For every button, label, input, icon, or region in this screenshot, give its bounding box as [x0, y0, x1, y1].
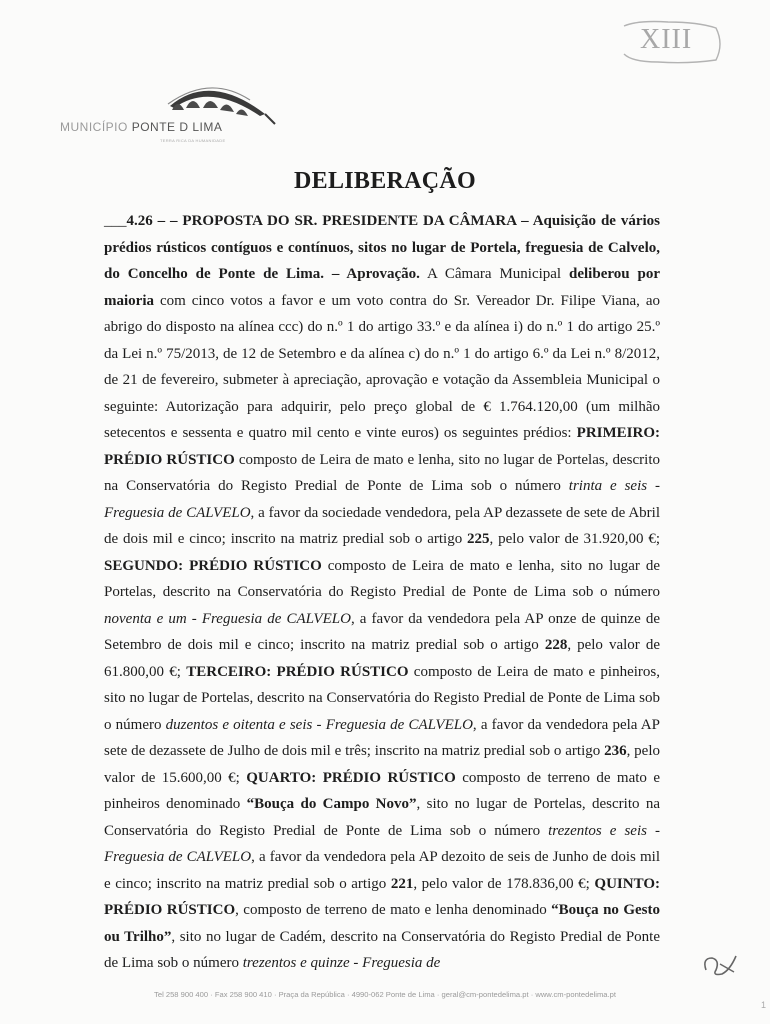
text-run-italic: trezentos e quinze - Freguesia de	[242, 955, 441, 971]
text-run: , pelo valor de 15.600,00 €;	[104, 743, 661, 786]
text-run-italic: noventa e um - Freguesia de CALVELO	[104, 610, 351, 627]
text-run: , pelo valor de 178.836,00 €;	[413, 875, 595, 892]
text-run-bold: deliberou por maioria	[104, 266, 660, 309]
text-run: , a favor da vendedora pela AP dezoito de seis de Junho de dois mil e cinco; inscrito na matriz predial sob o artigo	[104, 849, 660, 892]
page-number: 1	[761, 1000, 767, 1010]
property-heading-1: PRIMEIRO: PRÉDIO RÚSTICO	[104, 425, 660, 468]
text-run: , sito no lugar de Cadém, descrito na Conservatória do Registo Predial de Ponte de Lima sob o número	[104, 928, 660, 971]
deliberation-text	[104, 208, 660, 977]
text-run-bold: 225	[467, 531, 490, 547]
text-run: , composto de terreno de mato e lenha denominado	[235, 902, 552, 918]
text-run-bold: 228	[544, 637, 568, 653]
proposal-heading: 4.26 – – PROPOSTA DO SR. PRESIDENTE DA CÂMARA – Aquisição de vários prédios rústicos contíguos e contínuos, sitos no lugar de Portela, freguesia de Calvelo, do Concelho de Ponte de Lima. – Aprovação.	[104, 213, 660, 282]
text-run: , sito no lugar de Portelas, descrito na Conservatória do Registo Predial de Ponte de Lima sob o número	[104, 796, 660, 839]
page-footer: Tel 258 900 400 · Fax 258 900 410 · Praça da República · 4990-062 Ponte de Lima · geral@cm-pontedelima.pt · www.cm-pontedelima.pt	[154, 990, 616, 999]
text-run: , pelo valor de 61.800,00 €;	[104, 637, 660, 680]
municipality-logo-icon	[60, 70, 290, 160]
logo-brand: PONTE D LIMA	[131, 120, 223, 134]
text-run: composto de Leira de mato e pinheiros, sito no lugar de Portelas, descrito na Conservatória do Registo Predial de Ponte de Lima sob o número	[104, 663, 660, 733]
text-run: composto de Leira de mato e lenha, sito no lugar de Portelas, descrito na Conservatória do Registo Predial de Ponte de Lima sob o número	[104, 557, 660, 600]
property-heading-3: TERCEIRO: PRÉDIO RÚSTICO	[186, 663, 409, 680]
text-run-italic: trinta e seis - Freguesia de CALVELO	[104, 478, 660, 521]
blank-lead: ___	[104, 213, 127, 229]
text-run-bold: 236	[604, 743, 627, 759]
logo-prefix: MUNICÍPIO	[60, 120, 128, 134]
text-run-italic: duzentos e oitenta e seis - Freguesia de CALVELO	[165, 716, 473, 733]
text-run: , a favor da vendedora pela AP sete de dezassete de Julho de dois mil e três; inscrito na matriz predial sob o artigo	[104, 716, 660, 759]
property-heading-4: QUARTO: PRÉDIO RÚSTICO	[246, 769, 456, 786]
text-run: , a favor da vendedora pela AP onze de quinze de Setembro de dois mil e cinco; inscrito na matriz predial sob o artigo	[104, 610, 660, 653]
text-run-italic: trezentos e seis - Freguesia de CALVELO	[104, 822, 660, 865]
document-title: DELIBERAÇÃO	[294, 168, 476, 194]
text-run: composto de Leira de mato e lenha, sito no lugar de Portelas, descrito na Conservatória do Registo Predial de Ponte de Lima sob o número	[104, 451, 660, 494]
text-run: com cinco votos a favor e um voto contra do Sr. Vereador Dr. Filipe Viana, ao abrigo do disposto na alínea ccc) do n.º 1 do artigo 33.º e da alínea i) do n.º 1 do artigo 25.º da Lei n.º 75/2013, de 12 de Setembro e da alínea c) do n.º 1 do artigo 6.º da Lei n.º 8/2012, de 21 de fevereiro, submeter à apreciação, aprovação e votação da Assembleia Municipal o seguinte: Autorização para adquirir, pelo preço global de € 1.764.120,00 (um milhão setecentos e sessenta e quatro mil cento e vinte euros) os seguintes prédios:	[104, 292, 660, 441]
handwritten-initials-icon	[700, 948, 740, 980]
text-run-bold: “Bouça do Campo Novo”	[246, 796, 417, 812]
property-heading-2: SEGUNDO: PRÉDIO RÚSTICO	[104, 557, 322, 574]
text-run: , a favor da sociedade vendedora, pela AP dezassete de sete de Abril de dois mil e cinco; inscrito na matriz predial sob o artigo	[104, 504, 660, 547]
text-run: A Câmara Municipal	[419, 266, 570, 282]
text-run-bold: 221	[390, 875, 414, 892]
property-heading-5: QUINTO: PRÉDIO RÚSTICO	[104, 875, 660, 918]
text-run: composto de terreno de mato e pinheiros denominado	[104, 769, 660, 812]
text-run: , pelo valor de 31.920,00 €;	[489, 531, 660, 547]
text-run-bold: “Bouça no Gesto ou Trilho”	[104, 902, 661, 945]
logo-subtitle: TERRA RICA DA HUMANIDADE	[160, 138, 226, 143]
municipality-logo-text	[60, 120, 222, 134]
stamp-text: XIII	[640, 24, 693, 55]
